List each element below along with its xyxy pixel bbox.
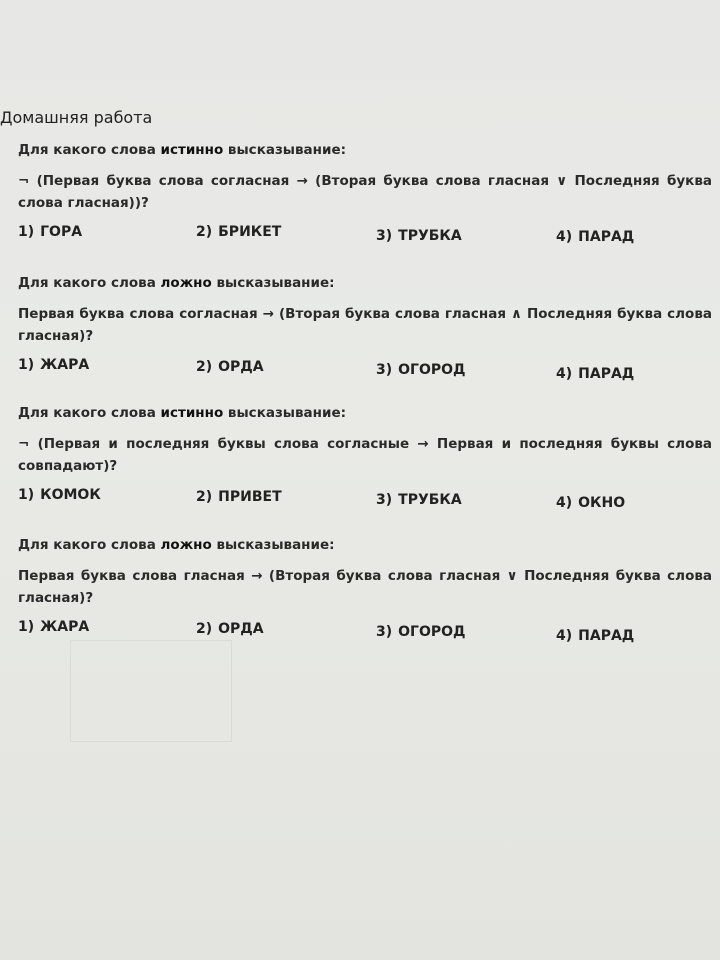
- task-3: [18, 405, 712, 513]
- option-1[interactable]: 1) КОМОК: [18, 487, 101, 503]
- answer-options: [18, 357, 712, 383]
- option-2[interactable]: 2) ОРДА: [196, 359, 264, 375]
- logic-statement: ¬ (Первая и последняя буквы слова согласные → Первая и последняя буквы слова совпадают)?: [18, 436, 712, 474]
- option-4[interactable]: 4) ОКНО: [556, 495, 626, 511]
- logic-statement: Первая буква слова гласная → (Вторая буква слова гласная ∨ Последняя буква слова гласная)?: [18, 568, 712, 606]
- option-2[interactable]: 2) ПРИВЕТ: [196, 489, 282, 505]
- logic-statement: ¬ (Первая буква слова согласная → (Вторая буква слова гласная ∨ Последняя буква слова гласная))?: [18, 173, 712, 211]
- question-text: Для какого слова ложно высказывание:: [18, 275, 335, 291]
- option-1[interactable]: 1) ЖАРА: [18, 619, 90, 635]
- answer-options: [18, 224, 712, 250]
- option-4[interactable]: 4) ПАРАД: [556, 628, 635, 644]
- page-title: Домашняя работа: [0, 108, 153, 127]
- task-2: [18, 275, 712, 383]
- answer-options: [18, 487, 712, 513]
- question-text: Для какого слова ложно высказывание:: [18, 537, 335, 553]
- option-4[interactable]: 4) ПАРАД: [556, 229, 635, 245]
- faint-grid: [70, 640, 232, 742]
- option-1[interactable]: 1) ГОРА: [18, 224, 83, 240]
- option-1[interactable]: 1) ЖАРА: [18, 357, 90, 373]
- option-2[interactable]: 2) ОРДА: [196, 621, 264, 637]
- task-1: [18, 142, 712, 250]
- option-4[interactable]: 4) ПАРАД: [556, 366, 635, 382]
- question-text: Для какого слова истинно высказывание:: [18, 405, 347, 421]
- logic-statement: Первая буква слова согласная → (Вторая буква слова гласная ∧ Последняя буква слова гласная)?: [18, 306, 712, 344]
- option-2[interactable]: 2) БРИКЕТ: [196, 224, 282, 240]
- option-3[interactable]: 3) ТРУБКА: [376, 228, 462, 244]
- option-3[interactable]: 3) ТРУБКА: [376, 492, 462, 508]
- answer-options: [18, 619, 712, 645]
- option-3[interactable]: 3) ОГОРОД: [376, 362, 466, 378]
- option-3[interactable]: 3) ОГОРОД: [376, 624, 466, 640]
- task-4: [18, 537, 712, 645]
- question-text: Для какого слова истинно высказывание:: [18, 142, 347, 158]
